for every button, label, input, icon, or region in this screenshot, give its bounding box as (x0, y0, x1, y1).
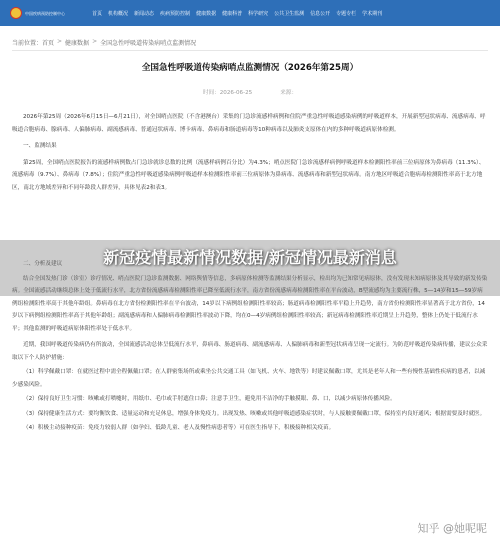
nav-item-news[interactable]: 新闻动态 (134, 10, 155, 17)
article-meta (0, 88, 500, 96)
overlay-headline: 新冠疫情最新情况数据/新冠情况最新消息 (103, 248, 397, 267)
tip-hygiene: （2）保持良好卫生习惯：咳嗽或打喷嚏时，用纸巾、毛巾或手肘遮住口鼻；注意手卫生，避免用不洁净的手触摸眼、鼻、口，以减少病原体传播风险。 (23, 396, 396, 402)
breadcrumb-health-data[interactable]: 健康数据 (65, 40, 90, 47)
nav-item-research[interactable]: 科学研究 (248, 10, 269, 17)
breadcrumb (12, 38, 196, 47)
divider (12, 50, 488, 51)
breadcrumb-home[interactable]: 当前位置：首页 (12, 40, 55, 47)
tip-lifestyle: （3）保持健康生活方式：要均衡饮食、适量运动和充足休息，增强身体免疫力。出现发热、咳嗽或其他呼吸道感染症状时，与人接触要佩戴口罩，保持室内良好通风；根据需要及时就医。 (23, 410, 486, 417)
top-nav-bar (0, 0, 500, 26)
nav-item-topics[interactable]: 专题专栏 (336, 10, 357, 17)
nav-item-health-science[interactable]: 健康科普 (222, 10, 243, 17)
article-source: 来源： (280, 90, 298, 96)
article-date: 时间：2026-06-25 (202, 90, 253, 96)
nav-item-surveillance[interactable]: 公共卫生监测 (274, 10, 305, 17)
breadcrumb-current[interactable]: 全国急性呼吸道传染病哨点监测情况 (100, 40, 197, 47)
tip-vaccine: （4）积极主动接种疫苗：免疫力较弱人群（如孕妇、低龄儿童、老人及慢性病患者等）可在医生指导下，积极接种相关疫苗。 (23, 425, 335, 431)
section-1-title: 一、监测结果 (23, 143, 57, 149)
nav-item-journals[interactable]: 学术期刊 (362, 10, 383, 17)
section-2-paragraph-1: 结合全国发热门诊（诊室）诊疗情况、哨点医院门急诊监测数据、网络舆情等信息，多病原体检测等监测结果分析显示，检出均为已知常见病原体，没有发现未知病原体及其导致的新发传染病。全国流感活动继续总体上处于低流行水平，北方省份流感病毒检测阳性率已降至低流行水平，南方省份流感病毒检测阳性率在平台波动，B型流感均为主要流行株，5—14岁和15—59岁病例组检测阳性率高于其他年龄组。鼻病毒在北方省份检测阳性率在平台波动，14岁以下病例组检测阳性率较高；肠道病毒检测阳性率平稳上升趋势，南方省份检测阳性率显著高于北方省份，14岁以下病例组检测阳性率高于其他年龄组；副流感病毒和人偏肺病毒检测阳性率波动下降，均在0—4岁病例组检测阳性率较高；新冠病毒检测阳性率近期呈上升趋势，整体上仍处于低流行水平；其他监测的呼吸道病原体阳性率处于低水平。 (12, 275, 488, 332)
breadcrumb-separator: > (57, 38, 63, 45)
nav-item-about[interactable]: 机构概况 (108, 10, 129, 17)
logo-text: 中国疾病预防控制中心 (25, 10, 65, 16)
article-body-top (12, 111, 488, 194)
main-nav (92, 10, 382, 17)
breadcrumb-separator: > (92, 38, 98, 45)
article-title: 全国急性呼吸道传染病哨点监测情况（2026年第25周） (141, 63, 359, 73)
nav-item-disclosure[interactable]: 信息公开 (310, 10, 331, 17)
emblem-icon (10, 7, 22, 19)
nav-item-disease-control[interactable]: 疾病预防控制 (160, 10, 191, 17)
intro-paragraph: 2026年第25周（2026年6月15日—6月21日），对全国哨点医院（不含港澳台）采集的门急诊流感样病例和住院严重急性呼吸道感染病例的呼吸道样本，开展新型冠状病毒、流感病毒、呼吸道合胞病毒、腺病毒、人偏肺病毒、副流感病毒、普通冠状病毒、博卡病毒、鼻病毒和肠道病毒等10种病毒以及肺炎支原体在内的多种呼吸道病原体检测。 (12, 114, 486, 133)
section-2-paragraph-2: 近期，我国呼吸道传染病仍有所波动，全国流感活动总体呈低流行水平，鼻病毒、肠道病毒、副流感病毒、人偏肺病毒和新型冠状病毒呈现一定流行。为防范呼吸道传染病传播，建议公众采取以下个人防护措施： (12, 342, 488, 361)
tip-mask: （1）科学佩戴口罩：在就医过程中需全程佩戴口罩；在人群密集场所或乘坐公共交通工具（如飞机、火车、地铁等）时建议佩戴口罩，尤其是老年人和一些有慢性基础性疾病的患者，以减少感染风险。 (12, 369, 486, 388)
nav-item-health-data[interactable]: 健康数据 (196, 10, 217, 17)
watermark-text: 知乎 @她呢呢 (417, 522, 487, 535)
nav-item-home[interactable]: 首页 (92, 10, 103, 17)
watermark (415, 520, 491, 536)
section-2-title: 二、分析及建议 (23, 261, 63, 267)
section-1-paragraph: 第25周，全国哨点医院报告的流感样病例数占门急诊就诊总数的比例（流感样病例百分比）为4.3%；哨点医院门急诊流感样病例呼吸道样本检测阳性率前三位病原体为鼻病毒（11.3%）、流感病毒（9.7%）、鼻病毒（7.8%）；住院严重急性呼吸道感染病例呼吸道样本检测阳性率前三位病原体为鼻病毒、流感病毒和新型冠状病毒。南方地区呼吸道合胞病毒检测阳性率高于北方地区，南北方地域差异和不同年龄段人群差异，具体见表2和表3。 (12, 159, 485, 191)
site-logo[interactable] (10, 7, 88, 19)
